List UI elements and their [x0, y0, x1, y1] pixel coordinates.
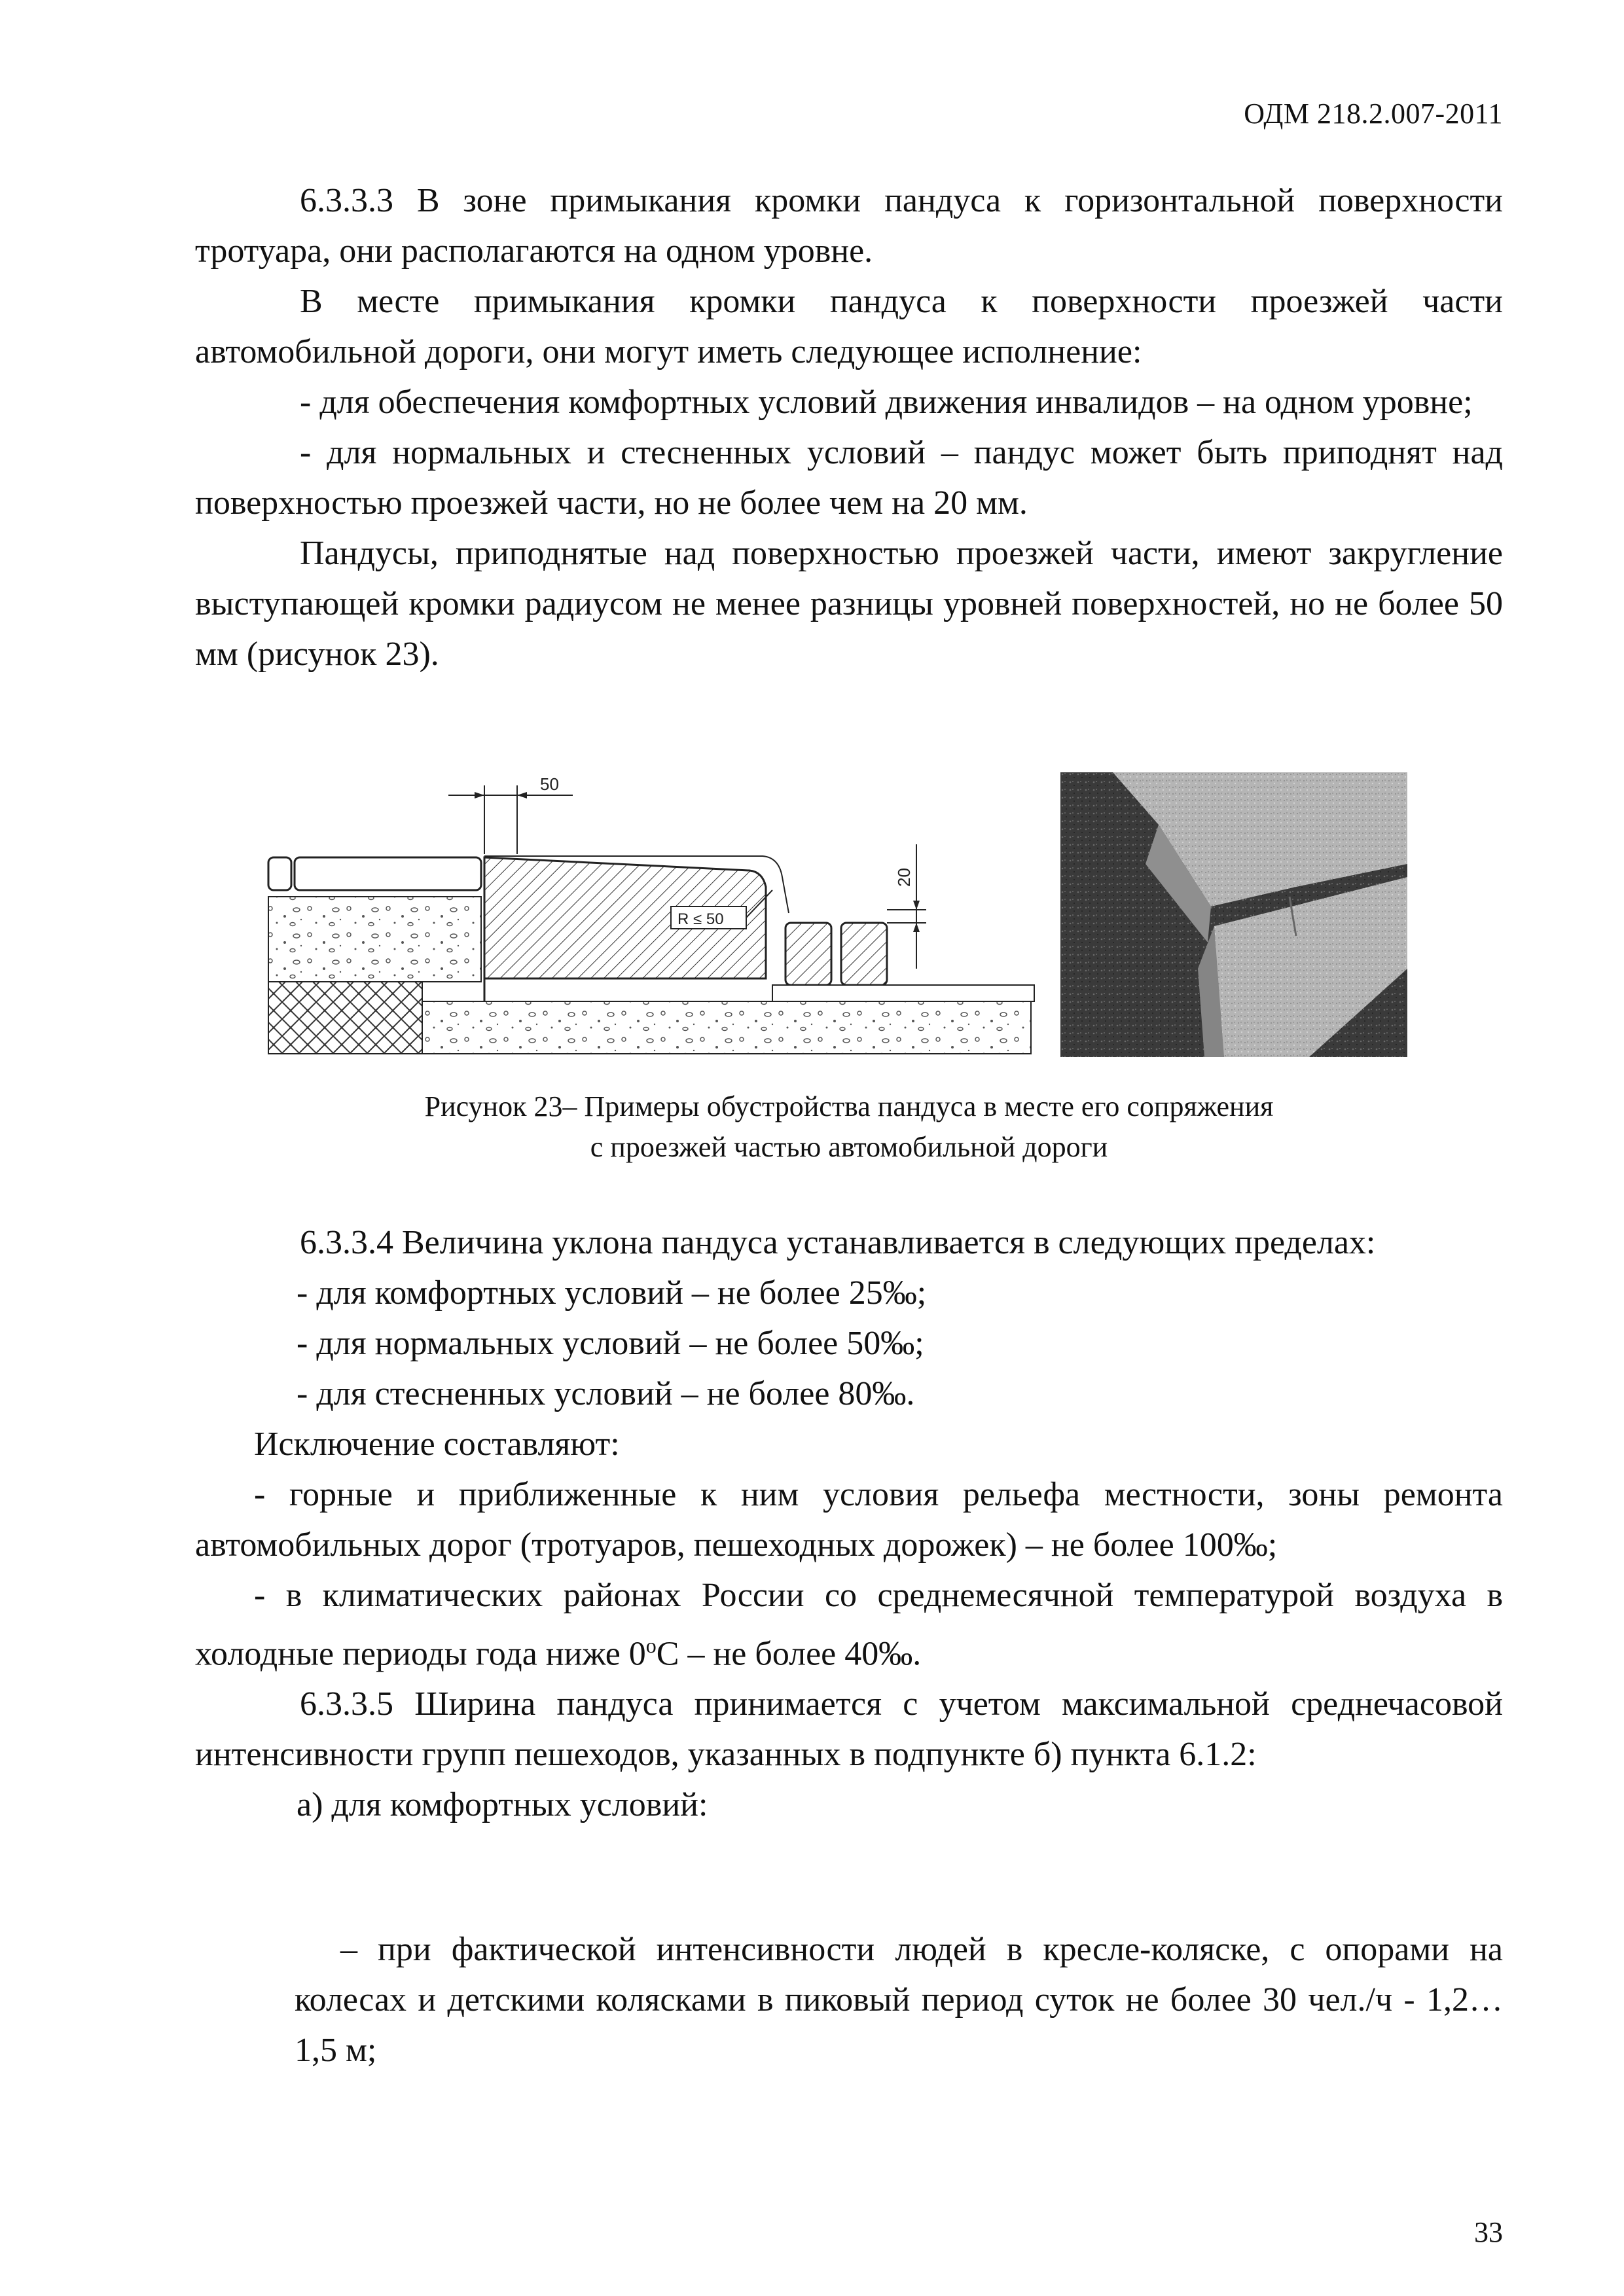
paragraph: 6.3.3.3 В зоне примыкания кромки пандуса к горизонтальной поверхности тротуара, они располагаются на одном уровне.	[195, 182, 1503, 270]
section-6-3-3-4	[195, 1217, 1503, 1830]
figure-caption	[195, 1086, 1503, 1168]
list-item: - для стесненных условий – не более 80‰.	[297, 1375, 915, 1412]
list-item: а) для комфортных условий:	[297, 1786, 708, 1824]
text-run: - в климатических районах России со среднемесячной температурой воздуха в холодные периоды года ниже 0	[195, 1577, 1503, 1673]
dimension-label-top: 50	[540, 774, 559, 794]
figure-23	[265, 772, 1407, 1057]
caption-line: с проезжей частью автомобильной дороги	[590, 1131, 1108, 1163]
paragraph: 6.3.3.5 Ширина пандуса принимается с учетом максимальной среднечасовой интенсивности групп пешеходов, указанных в подпункте б) пункта 6.1.2:	[195, 1685, 1503, 1774]
ramp-curb-photo	[1060, 772, 1407, 1057]
list-item: - для нормальных условий – не более 50‰;	[297, 1325, 924, 1362]
paragraph: 6.3.3.4 Величина уклона пандуса устанавливается в следующих пределах:	[300, 1224, 1376, 1261]
sub-item-block	[295, 1924, 1503, 2075]
list-item: - для обеспечения комфортных условий движения инвалидов – на одном уровне;	[300, 384, 1473, 421]
ramp-cross-section-drawing	[265, 772, 1047, 1057]
document-code-header: ОДМ 218.2.007-2011	[1244, 98, 1503, 130]
photo-illustration	[1060, 772, 1407, 1057]
list-item	[195, 1570, 1503, 1679]
paragraph: Исключение составляют:	[254, 1426, 620, 1463]
text-run: С – не более 40‰.	[656, 1635, 922, 1673]
list-item: - для комфортных условий – не более 25‰;	[297, 1274, 927, 1312]
list-item: - горные и приближенные к ним условия рельефа местности, зоны ремонта автомобильных дорог (тротуаров, пешеходных дорожек) – не более 100‰;	[195, 1476, 1503, 1564]
list-item: - для нормальных и стесненных условий – пандус может быть приподнят над поверхностью проезжей части, но не более чем на 20 мм.	[195, 434, 1503, 522]
list-item: – при фактической интенсивности людей в кресле-коляске, с опорами на колесах и детскими колясками в пиковый период суток не более 30 чел./ч - 1,2…1,5 м;	[295, 1931, 1503, 2069]
radius-label: R ≤ 50	[677, 910, 724, 928]
section-6-3-3-3	[195, 175, 1503, 679]
paragraph: В месте примыкания кромки пандуса к поверхности проезжей части автомобильной дороги, они могут иметь следующее исполнение:	[195, 283, 1503, 370]
caption-line: Рисунок 23– Примеры обустройства пандуса в месте его сопряжения	[424, 1090, 1274, 1122]
dimension-label-side: 20	[894, 868, 914, 887]
page-number: 33	[1474, 2216, 1503, 2248]
degree-superscript: o	[645, 1634, 657, 1657]
paragraph: Пандусы, приподнятые над поверхностью проезжей части, имеют закругление выступающей кромки радиусом не менее разницы уровней поверхностей, но не более 50 мм (рисунок 23).	[195, 535, 1503, 673]
